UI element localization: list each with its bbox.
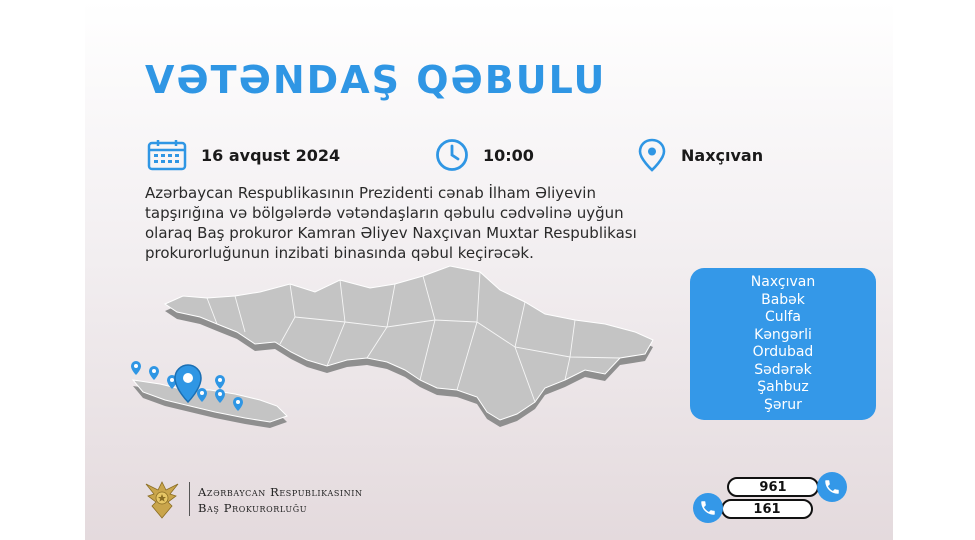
footer-line-2: Baş Prokurorluğu bbox=[198, 501, 308, 515]
description-line: tapşırığına və bölgələrdə vətəndaşların qəbulu cədvəlinə uyğun bbox=[145, 204, 624, 222]
region-item: Sədərək bbox=[754, 361, 812, 378]
footer-organization bbox=[198, 484, 363, 516]
page-title: VƏTƏNDAŞ QƏBULU bbox=[145, 58, 607, 102]
description-line: olaraq Baş prokuror Kamran Əliyev Naxçıvan Muxtar Respublikası bbox=[145, 224, 637, 242]
time-info bbox=[435, 138, 534, 172]
region-item: Şərur bbox=[764, 396, 802, 413]
place-text: Naxçıvan bbox=[681, 145, 764, 165]
date-info bbox=[147, 138, 340, 172]
map-pin-icon bbox=[131, 361, 141, 375]
region-item: Şahbuz bbox=[757, 379, 809, 395]
calendar-icon bbox=[147, 139, 187, 171]
description-line: Azərbaycan Respublikasının Prezidenti cənab İlham Əliyevin bbox=[145, 184, 596, 202]
footer-line-1: Azərbaycan Respublikasının bbox=[198, 485, 363, 499]
azerbaijan-map bbox=[105, 262, 685, 442]
location-pin-icon bbox=[637, 138, 667, 172]
poster bbox=[85, 0, 893, 540]
phone-icon bbox=[693, 493, 723, 523]
description-line: prokurorluğunun inzibati binasında qəbul keçirəcək. bbox=[145, 244, 534, 262]
phone-number-2[interactable]: 161 bbox=[721, 499, 813, 519]
regions-panel bbox=[690, 268, 876, 420]
region-item: Kəngərli bbox=[754, 326, 812, 343]
phone-icon bbox=[817, 472, 847, 502]
time-text: 10:00 bbox=[483, 145, 534, 165]
map-pin-icon bbox=[149, 366, 159, 380]
place-info bbox=[637, 138, 763, 172]
region-item: Ordubad bbox=[752, 344, 814, 360]
map-pin-icon bbox=[215, 375, 225, 389]
region-item: Babək bbox=[761, 291, 805, 308]
prosecutor-emblem-logo bbox=[142, 478, 182, 520]
phone-number-1[interactable]: 961 bbox=[727, 477, 819, 497]
clock-icon bbox=[435, 138, 469, 172]
date-text: 16 avqust 2024 bbox=[201, 145, 341, 165]
region-item: Naxçıvan bbox=[750, 274, 816, 290]
region-item: Culfa bbox=[764, 309, 802, 325]
description bbox=[145, 183, 825, 263]
footer-divider bbox=[189, 482, 190, 516]
